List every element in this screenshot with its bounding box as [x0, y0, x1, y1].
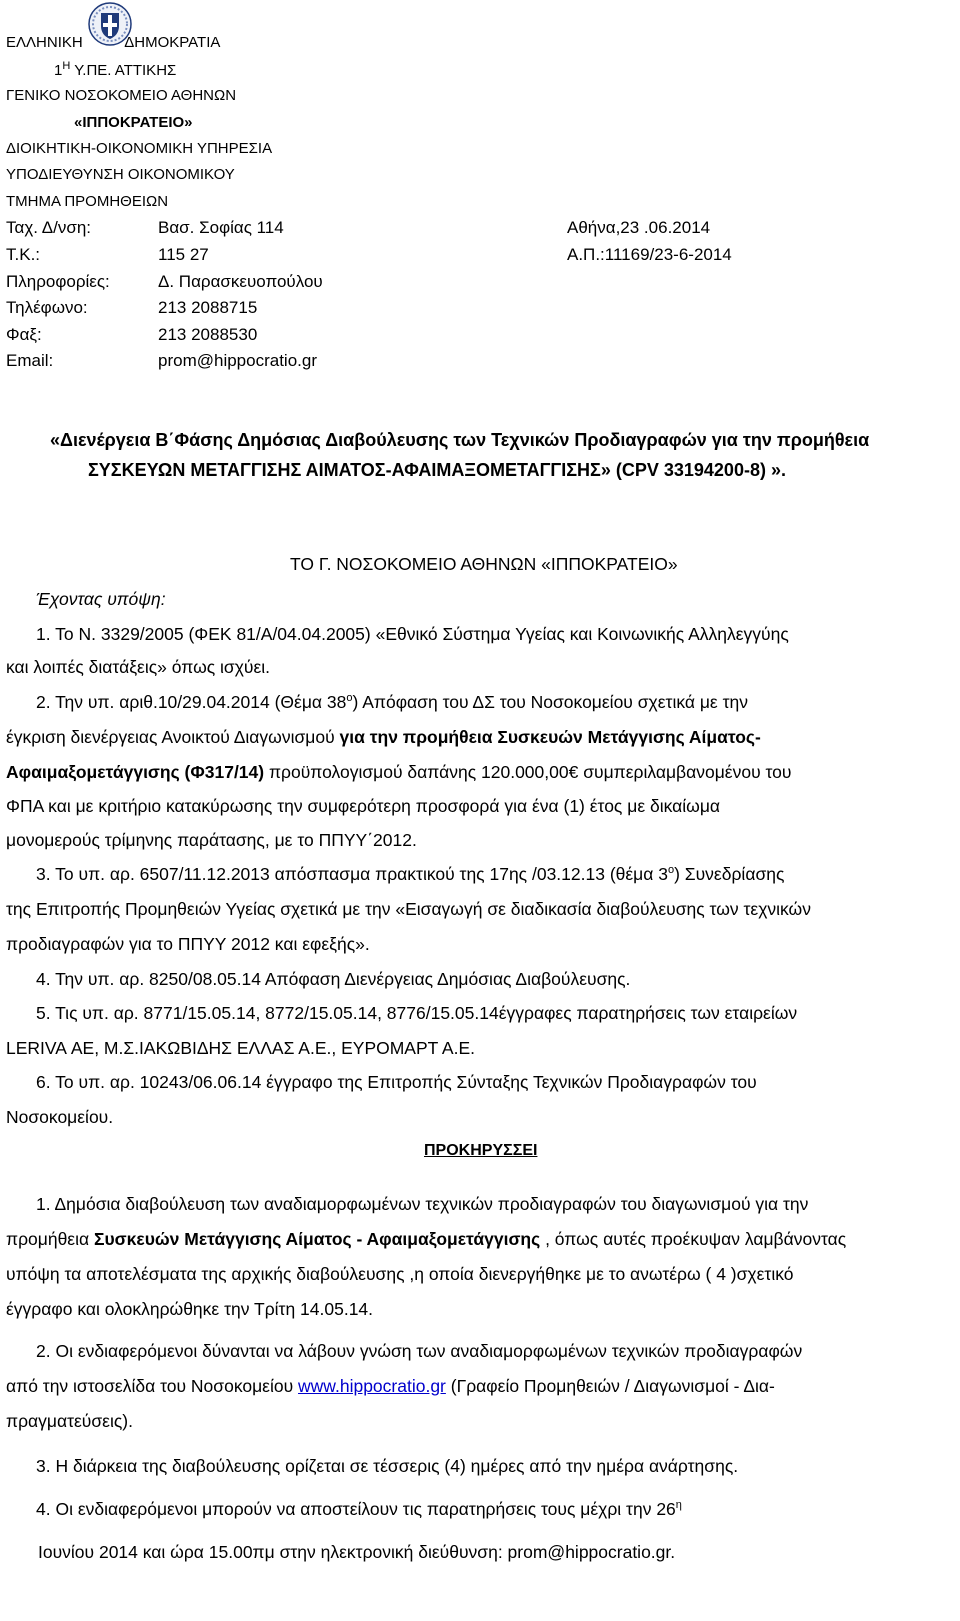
decision-4-line-2: Ιουνίου 2014 και ώρα 15.00πμ στην ηλεκτρονική διεύθυνση: prom@hippocratio.gr.: [38, 1542, 676, 1562]
hospital-name: «ΙΠΠΟΚΡΑΤΕΙΟ»: [74, 114, 193, 131]
postal-code-label: Τ.Κ.:: [6, 245, 41, 264]
item-5-line-1: 5. Τις υπ. αρ. 8771/15.05.14, 8772/15.05.14, 8776/15.05.14έγγραφες παρατηρήσεις των εταιρείων: [36, 1003, 798, 1023]
decision-1-line-1: 1. Δημόσια διαβούλευση των αναδιαμορφωμένων τεχνικών προδιαγραφών του διαγωνισμού για την: [36, 1194, 809, 1214]
ype-heading: $1^H$ Υ.ΠΕ. ΑΤΤΙΚΗΣ: [54, 60, 177, 79]
item-3-line-1: 3. Το υπ. αρ. 6507/11.12.2013 απόσπασμα πρακτικού της 17ης /03.12.13 (θέμα $3^o$) Συνεδρίασης: [36, 864, 785, 884]
decision-1-line-4: έγγραφο και ολοκληρώθηκε την Τρίτη 14.05.14.: [6, 1299, 374, 1319]
department-heading: ΤΜΗΜΑ ΠΡΟΜΗΘΕΙΩΝ: [6, 193, 169, 210]
item-2-line-4: ΦΠΑ και με κριτήριο κατακύρωσης την συμφερότερη προσφορά για ένα (1) έτος με δικαίωμα: [6, 796, 721, 816]
hospital-website-link[interactable]: www.hippocratio.gr: [298, 1376, 446, 1396]
subject-title-line-1: «Διενέργεια Β΄Φάσης Δημόσιας Διαβούλευσης των Τεχνικών Προδιαγραφών για την προμήθεια: [50, 430, 870, 450]
decision-2-line-2: από την ιστοσελίδα του Νοσοκομείου www.hippocratio.gr (Γραφείο Προμηθειών / Διαγωνισμοί - Δια-: [6, 1376, 775, 1396]
fax-label: Φαξ:: [6, 325, 42, 344]
item-4: 4. Την υπ. αρ. 8250/08.05.14 Απόφαση Διενέργειας Δημόσιας Διαβούλευσης.: [36, 969, 631, 989]
decision-2-line-1: 2. Οι ενδιαφερόμενοι δύνανται να λάβουν γνώση των αναδιαμορφωμένων τεχνικών προδιαγραφών: [36, 1341, 803, 1361]
email-value: prom@hippocratio.gr: [158, 351, 317, 370]
address-label: Ταχ. Δ/νση:: [6, 218, 92, 237]
proclaims-heading: ΠΡΟΚΗΡΥΣΣΕΙ: [424, 1142, 538, 1159]
item-2-line-2: έγκριση διενέργειας Ανοικτού Διαγωνισμού για την προμήθεια Συσκευών Μετάγγισης Αίματος-: [6, 727, 761, 747]
item-2-line-1: 2. Την υπ. αριθ.10/29.04.2014 (Θέμα $38^o$) Απόφαση του ΔΣ του Νοσοκομείου σχετικά με την: [36, 692, 748, 712]
item-2-line-5: μονομερούς τρίμηνης παράτασης, με το ΠΠΥΥ΄2012.: [6, 830, 417, 850]
phone-label: Τηλέφωνο:: [6, 298, 88, 317]
decision-3: 3. Η διάρκεια της διαβούλευσης ορίζεται σε τέσσερις (4) ημέρες από την ημέρα ανάρτησης.: [36, 1456, 739, 1476]
considering-heading: Έχοντας υπόψη:: [36, 589, 166, 609]
republic-heading: [6, 34, 220, 51]
subdivision-heading: ΥΠΟΔΙΕΥΘΥΝΣΗ ΟΙΚΟΝΟΜΙΚΟΥ: [6, 166, 235, 183]
protocol-number: Α.Π.:11169/23-6-2014: [567, 245, 732, 264]
contact-value: Δ. Παρασκευοπούλου: [158, 272, 323, 291]
decision-2-line-3: πραγματεύσεις).: [6, 1411, 133, 1431]
email-label: Email:: [6, 351, 54, 370]
item-1-line-2: και λοιπές διατάξεις» όπως ισχύει.: [6, 657, 271, 677]
contact-label: Πληροφορίες:: [6, 272, 110, 291]
service-heading: ΔΙΟΙΚΗΤΙΚΗ-ΟΙΚΟΝΟΜΙΚΗ ΥΠΗΡΕΣΙΑ: [6, 140, 273, 157]
item-1-line-1: 1. Το Ν. 3329/2005 (ΦΕΚ 81/Α/04.04.2005) «Εθνικό Σύστημα Υγείας και Κοινωνικής Αλληλεγγύης: [36, 624, 789, 644]
republic-left: ΕΛΛΗΝΙΚΗ: [6, 34, 83, 51]
decision-1-line-2: προμήθεια Συσκευών Μετάγγισης Αίματος - Αφαιμαξομετάγγισης , όπως αυτές προέκυψαν λαμβάνοντας: [6, 1229, 847, 1249]
issuing-authority: ΤΟ Γ. ΝΟΣΟΚΟΜΕΙΟ ΑΘΗΝΩΝ «ΙΠΠΟΚΡΑΤΕΙΟ»: [290, 554, 678, 574]
document-date: Αθήνα,23 .06.2014: [567, 218, 711, 237]
republic-right: ΔΗΜΟΚΡΑΤΙΑ: [124, 34, 221, 51]
item-6-line-2: Νοσοκομείου.: [6, 1107, 114, 1127]
decision-4-line-1: 4. Οι ενδιαφερόμενοι μπορούν να αποστείλουν τις παρατηρήσεις τους μέχρι την $26^\eta$: [36, 1499, 682, 1519]
subject-title-line-2: ΣΥΣΚΕΥΩΝ ΜΕΤΑΓΓΙΣΗΣ ΑΙΜΑΤΟΣ-ΑΦΑΙΜΑΞΟΜΕΤΑΓΓΙΣΗΣ» (CPV 33194200-8) ».: [88, 460, 786, 480]
item-6-line-1: 6. Το υπ. αρ. 10243/06.06.14 έγγραφο της Επιτροπής Σύνταξης Τεχνικών Προδιαγραφών του: [36, 1072, 757, 1092]
fax-value: 213 2088530: [158, 325, 258, 344]
item-2-line-3: Αφαιμαξομετάγγισης (Φ317/14) προϋπολογισμού δαπάνης 120.000,00€ συμπεριλαμβανομένου του: [6, 762, 792, 782]
item-3-line-3: προδιαγραφών για το ΠΠΥΥ 2012 και εφεξής».: [6, 934, 370, 954]
phone-value: 213 2088715: [158, 298, 258, 317]
hospital-heading: ΓΕΝΙΚΟ ΝΟΣΟΚΟΜΕΙΟ ΑΘΗΝΩΝ: [6, 87, 237, 104]
item-3-line-2: της Επιτροπής Προμηθειών Υγείας σχετικά με την «Εισαγωγή σε διαδικασία διαβούλευσης των τεχνικών: [6, 899, 811, 919]
decision-1-line-3: υπόψη τα αποτελέσματα της αρχικής διαβούλευσης ,η οποία διενεργήθηκε με το ανωτέρω ( 4 )σχετικό: [6, 1264, 794, 1284]
postal-code-value: 115 27: [158, 245, 209, 264]
item-5-line-2: LERIVA ΑΕ, Μ.Σ.ΙΑΚΩΒΙΔΗΣ ΕΛΛΑΣ Α.Ε., ΕΥΡΟΜΑΡΤ Α.Ε.: [6, 1038, 475, 1058]
address-value: Βασ. Σοφίας 114: [158, 218, 284, 237]
